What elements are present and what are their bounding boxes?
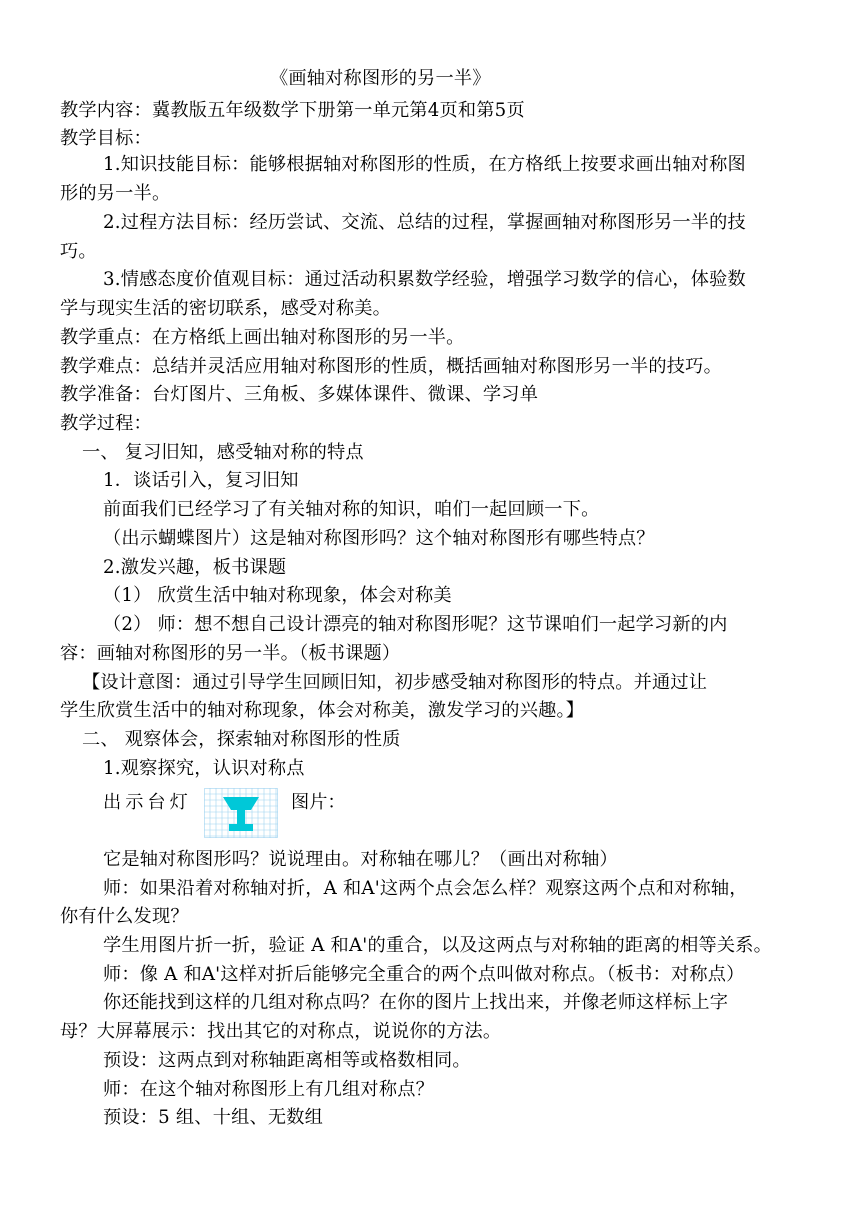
lamp-caption-left: 出示台灯 bbox=[103, 792, 192, 813]
text-line: 学生欣赏生活中的轴对称现象，体会对称美，激发学习的兴趣。】 bbox=[60, 700, 585, 721]
section-heading: 一、 复习旧知，感受轴对称的特点 bbox=[82, 442, 364, 463]
text-line: 教学重点：在方格纸上画出轴对称图形的另一半。 bbox=[60, 327, 465, 348]
lamp-shape bbox=[223, 797, 259, 831]
text-line: 1.知识技能目标：能够根据轴对称图形的性质，在方格纸上按要求画出轴对称图 bbox=[103, 154, 746, 175]
text-line: 3.情感态度价值观目标：通过活动积累数学经验，增强学习数学的信心，体验数 bbox=[103, 269, 746, 290]
text-line: 2.激发兴趣，板书课题 bbox=[103, 557, 287, 578]
text-line: 巧。 bbox=[60, 241, 97, 262]
text-line: 教学过程： bbox=[60, 413, 152, 434]
text-line: 形的另一半。 bbox=[60, 183, 171, 204]
text-line: 它是轴对称图形吗？说说理由。对称轴在哪儿？（画出对称轴） bbox=[103, 849, 618, 870]
text-line: 师：如果沿着对称轴对折，A 和A'这两个点会怎么样？观察这两个点和对称轴， bbox=[103, 878, 748, 899]
text-line: 【设计意图：通过引导学生回顾旧知，初步感受轴对称图形的特点。并通过让 bbox=[82, 672, 708, 693]
text-line: （出示蝴蝶图片）这是轴对称图形吗？这个轴对称图形有哪些特点？ bbox=[103, 528, 655, 549]
text-line: （2） 师：想不想自己设计漂亮的轴对称图形呢？这节课咱们一起学习新的内 bbox=[103, 614, 728, 635]
text-line: 学生用图片折一折，验证 A 和A'的重合，以及这两点与对称轴的距离的相等关系。 bbox=[103, 935, 773, 956]
text-line: 教学目标： bbox=[60, 128, 152, 149]
text-line: 教学准备：台灯图片、三角板、多媒体课件、微课、学习单 bbox=[60, 384, 539, 405]
text-line: 1．谈话引入，复习旧知 bbox=[103, 470, 299, 491]
text-line: 1.观察探究，认识对称点 bbox=[103, 758, 305, 779]
text-line: 预设：这两点到对称轴距离相等或格数相同。 bbox=[103, 1050, 471, 1071]
doc-title: 《画轴对称图形的另一半》 bbox=[270, 68, 491, 89]
text-line: 师：在这个轴对称图形上有几组对称点？ bbox=[103, 1079, 434, 1100]
section-heading: 二、 观察体会，探索轴对称图形的性质 bbox=[82, 729, 401, 750]
text-line: 学与现实生活的密切联系，感受对称美。 bbox=[60, 298, 391, 319]
text-line: 教学难点：总结并灵活应用轴对称图形的性质，概括画轴对称图形另一半的技巧。 bbox=[60, 356, 722, 377]
text-line: 容：画轴对称图形的另一半。（板书课题） bbox=[60, 643, 401, 664]
text-line: 教学内容：冀教版五年级数学下册第一单元第4页和第5页 bbox=[60, 100, 525, 121]
text-line: 母？大屏幕展示：找出其它的对称点，说说你的方法。 bbox=[60, 1021, 502, 1042]
text-line: 前面我们已经学习了有关轴对称的知识，咱们一起回顾一下。 bbox=[103, 499, 600, 520]
lamp-caption-right: 图片： bbox=[291, 792, 346, 813]
text-line: （1） 欣赏生活中轴对称现象，体会对称美 bbox=[103, 585, 452, 606]
text-line: 2.过程方法目标：经历尝试、交流、总结的过程，掌握画轴对称图形另一半的技 bbox=[103, 212, 746, 233]
text-line: 预设：5 组、十组、无数组 bbox=[103, 1107, 324, 1128]
text-line: 师：像 A 和A'这样对折后能够完全重合的两个点叫做对称点。（板书：对称点） bbox=[103, 964, 745, 985]
desk-lamp-icon bbox=[204, 788, 278, 838]
text-line: 你还能找到这样的几组对称点吗？在你的图片上找出来，并像老师这样标上字 bbox=[103, 992, 729, 1013]
text-line: 你有什么发现？ bbox=[60, 906, 189, 927]
